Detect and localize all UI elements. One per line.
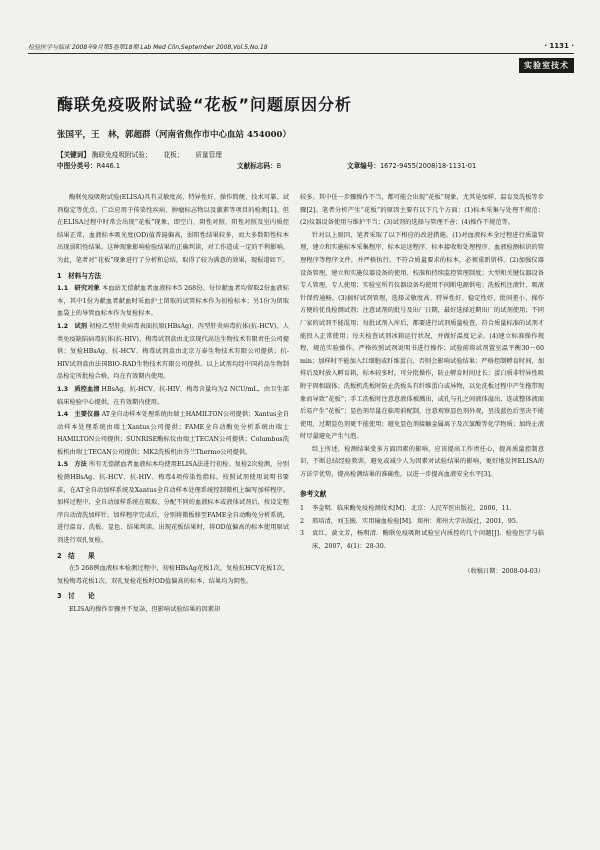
- paragraph-1-3: 1.3 质控血清 HBsAg、抗-HCV、抗-HIV、梅毒含量均为2 NCU/mL，由卫生部临床检验中心提供，在有效期内使用。: [57, 385, 289, 406]
- received-date: （收稿日期：2008-04-03）: [464, 567, 544, 575]
- article-meta: [57, 150, 527, 172]
- references-heading: 参考文献: [300, 489, 327, 498]
- section-heading-discussion: 3 讨 论: [57, 592, 95, 601]
- reference-item: 2 邢培清，刘玉振．实用输血检验[M]．郑州：郑州大学出版社，2001，95.: [300, 517, 518, 525]
- paragraph-1-5: 1.5 方法 所有无偿献血者血液标本均使用ELISA法进行初检、复检2次检测，分别检测HBsAg、抗-HCV、抗-HIV、梅毒4项传染性指标。按照试剂使用说明书要求，在AT全自动加样系统及Xantus全自动样本处理系统控制微机上编写加样程序。加样过程中，全自动加样系统在吸取、分配不同的血液标本或液体试剂后，按设定程序自动清洗加样针。加样程序完成后，分别将微板移至FAME全自动酶免分析系统，进行温育、洗板、显色、结果判读。出现花板结果时，将OD值偏高的标本使用原试剂进行双孔复检。: [57, 461, 289, 545]
- keyword: 酶联免疫吸附试验；: [92, 151, 152, 159]
- section-heading-results: 2 结 果: [57, 551, 95, 560]
- keyword: 花板；: [163, 151, 184, 159]
- class-label: 中图分类号：: [57, 162, 97, 170]
- intro-paragraph: 酶联免疫吸附试验(ELISA)具有灵敏度高、特异性好、操作简便、技术可靠、试剂稳定等优点，广泛应用于传染性疾病、肿瘤标志物以及激素等项目的检测[1]。但在ELISA过程中时常会出现“花板”现象，即空白、阴性对照、阳性对照及室内质控结果正常，血液标本吸光度(OD)值普遍偏高，弱阳性结果较多，而大多数阳性标本出现弱阳性结果。这种现象影响检验结果的正确判读，对工作造成一定的不利影响。为此，笔者对“花板”现象进行了分析和总结，取得了较为满意的效果，现报道如下。: [57, 194, 289, 264]
- doc-code-value: B: [276, 162, 282, 170]
- paragraph-1-1: 1.1 研究对象 本血站无偿献血者血液标本5 268份。每位献血者均留取2份血液标本，其中1份为献血者献血时采血护士留取的试管标本作为初检标本；另1份为留取血袋上的导管血标本作为复检标本。: [57, 285, 289, 318]
- article-number-label: 文章编号：: [347, 162, 380, 170]
- doc-code-label: 文献标志码：: [237, 162, 277, 170]
- paragraph-1-4: 1.4 主要仪器 AT全自动样本处理系统由瑞士HAMILTON公司提供；Xantus全自动样本处理系统由瑞士Xantus公司提供；FAME全自动酶免分析系统由瑞士HAMILTON公司提供；SUNRISE酶标仪由瑞士TECAN公司提供；Columbus洗板机由瑞士TECAN公司提供；MK2洗板机由芬兰Thermo公司提供。: [57, 411, 289, 456]
- class-value: R446.1: [96, 162, 121, 170]
- results-paragraph: 在5 268例血液标本检测过程中，初检HBsAg花板1次，复检抗HCV花板1次，复检梅毒花板1次。双孔复检花板时OD值偏高的标本，结果均为阴性。: [57, 565, 289, 585]
- section-heading-methods: 1 材料与方法: [57, 271, 102, 280]
- section-tag: 实验室技术: [519, 58, 574, 73]
- reference-list: [300, 503, 544, 553]
- keywords-label: 【关键词】: [57, 151, 90, 159]
- header-rule: [28, 53, 574, 54]
- article-number-value: 1672-9455(2008)18-1131-01: [379, 162, 477, 170]
- keyword: 质量管理: [195, 151, 222, 159]
- discussion-paragraph-cont: 较多。其中任一步骤操作不当，都可能会出现“花板”现象，尤其是加样、温育及洗板等步骤[2]。笔者分析产生“花板”的原因主要有以下几个方面：(1)标本采集与处理不规范；(2)仪器设备使用与维护不当；(3)试剂的选择与管理不善；(4)操作不规范等。: [300, 194, 544, 227]
- running-header: [28, 42, 574, 51]
- right-column: [300, 192, 544, 578]
- paragraph-1-2: 1.2 试剂 初检乙型肝炎病毒表面抗原(HBsAg)、丙型肝炎病毒抗体(抗-HCV)、人类免疫缺陷病毒抗体(抗-HIV)、梅毒试剂盒由北京现代高达生物技术有限责任公司提供；复检HBsAg、抗-HCV、梅毒试剂盒由北京万泰生物技术有限公司提供；抗-HIV试剂盒由法国BIO-RAD生物技术有限公司提供。以上试剂均经中国药品生物制品检定所批检合格，均在有效期内使用。: [57, 322, 289, 381]
- measures-paragraph: 针对以上原因，笔者采取了以下相应的改进措施。(1)对血液标本全过程进行质量管理，建立和实施标本采集程序、标本运送程序、标本接收和处理程序、血液检测标识的管理程序等程序文件，并严格执行。不符合质量要求的标本，必须重新留样。(2)加强仪器设备管理，建立和实施仪器设备的使用、校准和持续监控管理制度；大型和关键仪器设备专人管理，专人使用；实验室所有仪器设备均使用不间断电源供电；洗板机注液针、吸液针保持通畅。(3)搞好试剂管理，选择灵敏度高、特异性好、稳定性好、批间差小、操作方便的优良检测试剂；注意试剂的批号及出厂日期，最好选择近期出厂的试剂使用；不同厂家的试剂不能混用；每批试剂入库后，都要进行试剂质量检查，符合质量标准的试剂才能投入正常使用；每天检查试剂冰箱运行状况，并做好温度记录。(4)建立标准操作规程，规范实验操作。严格按照试剂说明书进行操作；试验前将试剂置室温平衡30～60 min；加样时不能加入红细胞或纤维蛋白，否则会影响试验结果；严格控制孵育时间，加样后及时放入孵育箱，标本较多时，可分批操作，防止孵育时间过长；蛋白质非特异性吸附于固相载体；洗板机洗板时防止洗板头有纤维蛋白或异物，以免洗板过程中产生拖带现象而导致“花板”；手工洗板时注意意液体被溅出，或孔与孔之间液体溢出，连或整体液面后易产生“花板”；显色剂尽量在临用前配制，注意观察显色剂外观，呈浅蓝色后坚决不能使用，过期显色剂更不能使用；避免显色剂接触金属离子及次氯酸等化学物质；加终止液时尽量避免产生气泡。: [300, 231, 544, 441]
- header-journal-info: 检验医学与临床 2008年9月第5卷第18期 Lab Med Clin,September 2008,Vol.5,No.18: [28, 44, 268, 51]
- article-authors: 张国平，王 林，郭超群（河南省焦作市中心血站 454000）: [57, 130, 291, 140]
- discussion-paragraph-start: ELISA的操作步骤并不复杂，但影响试验结果的因素却: [69, 606, 221, 613]
- article-title: 酶联免疫吸附试验“花板”问题原因分析: [57, 95, 353, 114]
- page-number: · 1131 ·: [544, 42, 574, 50]
- reference-item: 3 袁红，黄文芳，杨明清．酶联免疫吸附试验室内质控的几个问题[J]．检验医学与临床，2007，4(1)：28-30.: [300, 530, 544, 551]
- keywords-row: [57, 150, 527, 161]
- reference-item: 1 李金明．临床酶免疫检测技术[M]．北京：人民军医出版社，2006，11.: [300, 505, 512, 513]
- left-column: [57, 192, 289, 617]
- classification-row: [57, 161, 527, 172]
- conclusion-paragraph: 综上所述，检测结果受多方面因素的影响，应该提高工作责任心，提高质量控制意识，不断总结经验教训，避免或减少人为因素对试验结果的影响，更好地发挥ELISA的方法学优势，提高检测结果的准确性，以进一步提高血液安全水平[3]。: [300, 445, 544, 479]
